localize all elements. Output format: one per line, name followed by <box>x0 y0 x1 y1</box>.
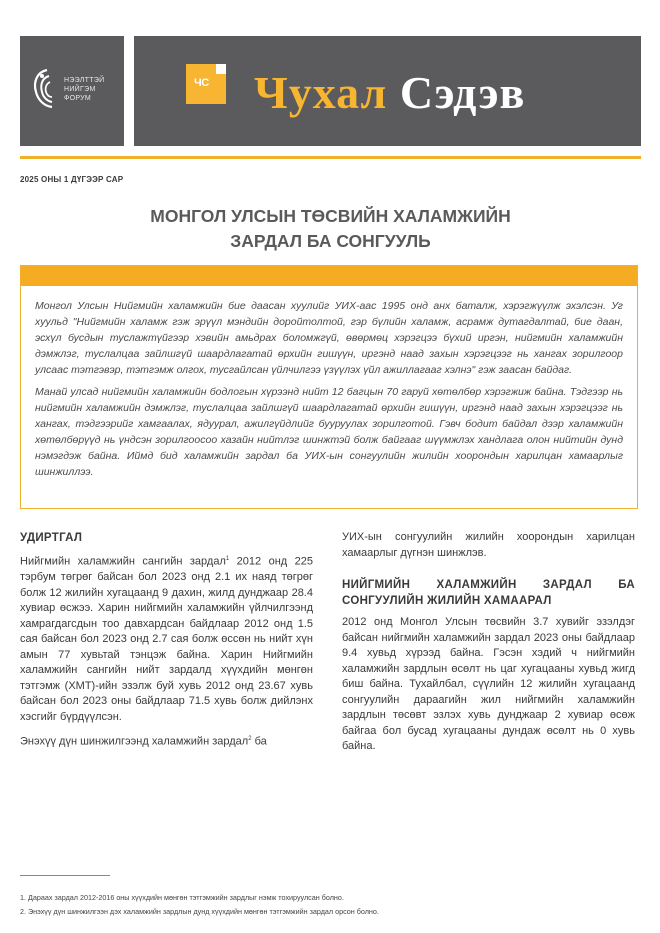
intro-p2-text-a: Энэхүү дүн шинжилгээнд халамжийн зардал <box>20 735 249 748</box>
series-title <box>254 66 525 119</box>
series-badge-label: ЧС <box>194 77 209 89</box>
introduction-paragraph-2 <box>20 732 313 750</box>
abstract-paragraph-2: Манай улсад нийгмийн халамжийн бодлогын хүрээнд нийт 12 багцын 70 гаруй хөтөлбөр хэрэгжиж байна. Тэдгээр нь нийгмийн халамжийн дэмжлэг, туслалцаа зайлшгүй шаардлагатай өрхийн гишүүн, иргэнд наад захын хэрэгцээг нь хангах, тэдгээрийг хамгаалах, ядуурал, ажилгүйдлийг бууруулах зорилготой. Гэвч бодит байдал дээр халамжийн хөтөлбөрүүд нь үндсэн зорилгоосоо хазайн нийтлэг шинжтэй болж байгааг шүүмжлэх хандлага олон нийтийн дунд нэмэгдэж байна. Иймд бид халамжийн зардал ба УИХ-ын сонгуулийн жилийн хоорондын харилцан хамаарлыг шинжиллээ. <box>35 386 623 478</box>
series-badge <box>186 64 226 104</box>
open-society-logo-icon <box>30 66 64 110</box>
title-line-2: ЗАРДАЛ БА СОНГУУЛЬ <box>230 231 431 251</box>
abstract-paragraph-1: Монгол Улсын Нийгмийн халамжийн бие даасан хуулийг УИХ-аас 1995 онд анх баталж, хэрэгжүүлж эхэлсэн. Уг хуульд "Нийгмийн халамж гэж эрүүл мэндийн доройтолтой, гэр бүлийн халамж, асрамж дутагдалтай, бие даан, эсхүл бусдын туслажтүйгээр хэвийн амьдрах боломжгүй, өвөрмөц хэрэгцээ бүхий иргэн, нийгмийн халамжийн дэмжлэг, туслалцаа зайлшгүй шаардлагатай өрхийн гишүүн, иргэнд наад захын хэрэгцээг нь хангах зорилгоор улсаас тэтгэвэр, тэтгэмж олгох, тусгайлсан үйлчилгээ үзүүлэх үйл ажиллагааг хэлнэ" гэж заасан байдаг. <box>35 300 623 376</box>
logo-line-2: НИЙГЭМ <box>64 86 96 93</box>
footnote-divider <box>20 875 110 876</box>
footnote-2: 2. Энэхүү дүн шинжилгээн дэх халамжийн зардлын дунд хүүхдийн мөнгөн тэтгэмжийн зардал орсон болно. <box>20 907 379 916</box>
footnotes <box>20 891 640 919</box>
document-title <box>20 204 641 254</box>
footnote-1: 1. Дараах зардал 2012-2016 оны хүүхдийн мөнгөн тэтгэмжийн зардлыг нэмж тохируулсан болно. <box>20 893 344 902</box>
section-paragraph: 2012 онд Монгол Улсын төсвийн 3.7 хувийг эзэлдэг байсан нийгмийн халамжийн зардал 2023 оны байдлаар 9.4 хувьд хүрээд байна. Гэсэн хэдий ч нийгмийн халамжийн зардлын өсөлт нь цаг хугацааны хувьд жигд биш байна. Тухайлбал, сүүлийн 12 жилийн хугацаанд сонгуулийн дараагийн жил нийгмийн халамжийн зардлын төсөвт эзлэх хувь дунджаар 2 хувиар өсөж байгаа бол бусад хугацааны дундаж өсөлт нь 0 хувь байна. <box>342 616 635 752</box>
logo-line-1: НЭЭЛТТЭЙ <box>64 77 105 84</box>
footnote-ref-1[interactable]: 1 <box>225 556 230 562</box>
abstract-box <box>20 265 638 509</box>
right-column <box>342 530 635 762</box>
intro-p1-text-b: 2012 онд 225 тэрбум төгрөг байсан бол 2023 онд 2.1 их наяд төгрөг болж 12 жилийн хугацаанд 9 дахин, жилд дунджаар 28.4 хувиар өсжээ. Харин нийгмийн халамжийн үйлчилгээнд хамрагдагсдын тоо давхардсан байдлаар 2012 онд 1.5 сая байсан бол 2023 онд 2.7 сая болж өссөн нь нийт хүн амын 77 хувьтай тэнцэж байна. Харин Нийгмийн халамжийн сангийн нийт зардалд хүүхдийн мөнгөн тэтгэмж (ХМТ)-ийн эзэлж буй хувь 2012 онд 23.67 хувь байсан бол 2023 оны байдлаар 71.5 хувь болж дийлэнх хэсгийг бүрдүүлсэн. <box>20 555 313 723</box>
intro-p2-text-b: ба <box>251 735 267 748</box>
series-title-part1: Чухал <box>254 67 388 118</box>
introduction-continued: УИХ-ын сонгуулийн жилийн хоорондын харилцан хамаарлыг дүгнэн шинжлэв. <box>342 531 635 559</box>
publication-date: 2025 ОНЫ 1 ДҮГЭЭР САР <box>20 175 124 184</box>
logo-text <box>64 76 105 103</box>
logo-line-3: ФОРУМ <box>64 95 92 102</box>
footnote-ref-2[interactable]: 2 <box>248 736 252 743</box>
section-heading: НИЙГМИЙН ХАЛАМЖИЙН ЗАРДАЛ БА СОНГУУЛИЙН ЖИЛИЙН ХАМААРАЛ <box>342 579 635 607</box>
introduction-paragraph-1 <box>20 552 313 725</box>
introduction-heading: УДИРТГАЛ <box>20 532 83 544</box>
series-banner <box>134 36 641 146</box>
intro-p1-text-a: Нийгмийн халамжийн сангийн зардал <box>20 555 226 568</box>
series-title-part2: Сэдэв <box>399 67 526 118</box>
title-line-1: МОНГОЛ УЛСЫН ТӨСВИЙН ХАЛАМЖИЙН <box>150 206 511 226</box>
logo-block <box>20 36 124 146</box>
left-column <box>20 530 313 757</box>
header-divider <box>20 156 641 159</box>
abstract-accent-bar <box>21 266 637 286</box>
